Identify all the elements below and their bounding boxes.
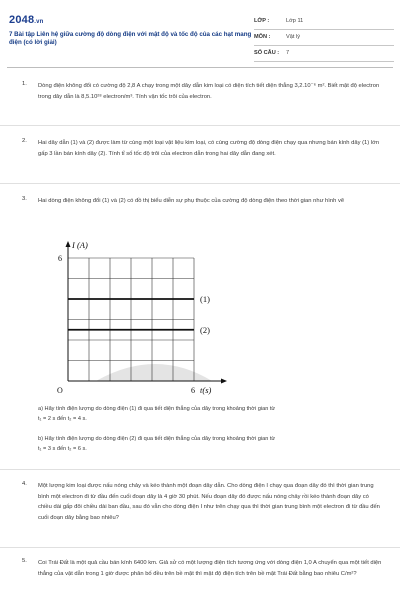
x-axis-arrow [221,379,227,384]
current-time-chart [54,236,234,396]
question-divider [0,183,400,184]
x-tick-label: 6 [191,386,195,395]
origin-label: O [57,386,63,395]
document-title: 7 Bài tập Liên hệ giữa cường độ dòng điện với mật độ và tốc độ của các hạt mang điện (có lời giải) [9,31,252,46]
document-page: 2048.vn 7 Bài tập Liên hệ giữa cường độ dòng điện với mật độ và tốc độ của các hạt mang điện (có lời giải) LỚP : Lớp 11 MÔN : Vật lý SỐ CÂU : 7 1. Dòng điện không đổi có cường độ 2,8 A chạy trong một dây dẫn kim loại có diện tích tiết diện thẳng 3,2.10⁻⁶ m². Biết mật độ electron trong dây dẫn là 8,5.10²⁸ electron/m³. Tính vận tốc trôi của electron. 2. Hai dây dẫn (1) và (2) được làm từ cùng một loại vật liệu kim loại, có cùng cường độ dòng điện chạy qua nhưng bán kính dây (1) lớn gấp 3 lần bán kính dây (2). Tính tỉ số tốc độ trôi của electron dẫn trong hai dây dẫn đang xét. 3. Hai dòng điện không đổi (1) và (2) có đồ thị biểu diễn sự phụ thuộc của cường độ dòng điện theo thời gian như hình vẽ (1) (2) I (A) t(s) 6 6 O a) Hãy tính điện lượng do dòng điện (1) đi qua tiết diện thẳng của dây trong khoảng thời gian từ t₁ = 2 s đến t₂ = 4 s. b) Hãy tính điện lượng do dòng điện (2) đi qua tiết diện thẳng của dây trong khoảng thời gian từ t₁ = 3 s đến t₂ = 6 s. 4. Một lượng kim loại được nấu nóng chảy và kéo thành một đoạn dây dẫn. Cho dòng điện I chạy qua đoạn dây đó thì thời gian trung bình một electron đi từ đầu đến cuối đoạn dây là 4 giờ 30 phút. Nếu đoạn dây đó được nấu nóng chảy rồi kéo thành đoạn dây có chiều dài gấp đôi chiều dài ban đầu, sau đó vẫn cho dòng điện I như trên chạy qua thì thời gian trung bình một electron đi từ đầu đến cuối đoạn dây bằng bao nhiêu? 5. Coi Trái Đất là một quả cầu bán kính 6400 km. Giả sử có một lượng điện tích tương ứng với dòng điện 1,0 A chuyển qua một tiết diện thẳng của vật dẫn trong 1 giờ được phân bố đều trên bề mặt thì mật độ điện tích trên bề mặt Trái Đất bằng bao nhiêu C/m²? [0,0,400,600]
x-axis-label: t(s) [200,385,212,395]
site-logo[interactable]: 2048.vn [9,14,44,26]
watermark-shape [96,364,212,381]
meta-count-row: SỐ CÂU : 7 [254,48,394,62]
y-tick-label: 6 [58,254,62,263]
document-header [0,0,400,66]
meta-class-value: Lớp 11 [286,18,304,24]
question-2-text: Hai dây dẫn (1) và (2) được làm từ cùng một loại vật liệu kim loại, có cùng cường độ dòng điện chạy qua nhưng bán kính dây (1) lớn gấp 3 lần bán kính dây (2). Tính tỉ số tốc độ trôi của electron dẫn trong hai dây dẫn đang xét. [38,140,380,157]
meta-subject-value: Vật lý [286,34,300,40]
y-axis-arrow [66,241,71,247]
document-meta [254,16,394,64]
question-divider [0,547,400,548]
series-label-1: (1) [200,294,210,304]
question-divider [0,125,400,126]
sub-question-a: a) Hãy tính điện lượng do dòng điện (1) đi qua tiết diện thẳng của dây trong khoảng thời gian từ t₁ = 2 s đến t₂ = 4 s. [38,406,276,422]
meta-class-row: LỚP : Lớp 11 [254,16,394,30]
question-4-text: Một lượng kim loại được nấu nóng chảy và kéo thành một đoạn dây dẫn. Cho dòng điện I chạy qua đoạn dây đó thì thời gian trung bình một electron đi từ đầu đến cuối đoạn dây là 4 giờ 30 phút. Nếu đoạn dây đó được nấu nóng chảy rồi kéo thành đoạn dây có chiều dài gấp đôi chiều dài ban đầu, sau đó vẫn cho dòng điện I như trên chạy qua thì thời gian trung bình một electron đi từ đầu đến cuối đoạn dây bằng bao nhiêu? [38,483,380,521]
y-axis-label: I (A) [72,240,88,250]
question-divider [0,469,400,470]
sub-question-b: b) Hãy tính điện lượng do dòng điện (2) đi qua tiết diện thẳng của dây trong khoảng thời gian từ t₁ = 3 s đến t₂ = 6 s. [38,436,276,452]
meta-count-value: 7 [286,50,290,56]
meta-subject-row: MÔN : Vật lý [254,32,394,46]
question-5-text: Coi Trái Đất là một quả cầu bán kính 6400 km. Giả sử có một lượng điện tích tương ứng với dòng điện 1,0 A chuyển qua một tiết diện thẳng của vật dẫn trong 1 giờ được phân bố đều trên bề mặt thì mật độ điện tích trên bề mặt Trái Đất bằng bao nhiêu C/m²? [38,560,382,577]
header-divider [7,67,393,68]
question-3-text: Hai dòng điện không đổi (1) và (2) có đồ thị biểu diễn sự phụ thuộc của cường độ dòng điện theo thời gian như hình vẽ [38,198,345,204]
question-1-text: Dòng điện không đổi có cường độ 2,8 A chạy trong một dây dẫn kim loại có diện tích tiết diện thẳng 3,2.10⁻⁶ m². Biết mật độ electron trong dây dẫn là 8,5.10²⁸ electron/m³. Tính vận tốc trôi của electron. [38,83,380,100]
series-label-2: (2) [200,324,210,335]
